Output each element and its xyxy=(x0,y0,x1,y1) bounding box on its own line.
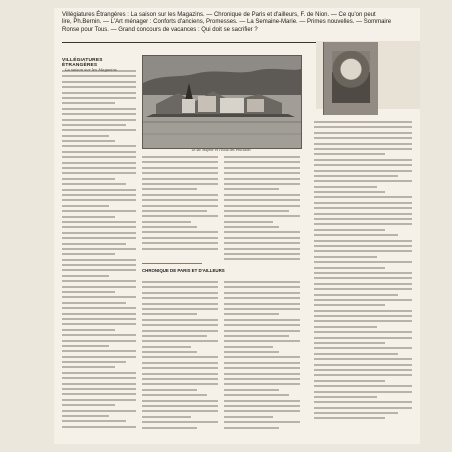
lake-photo-illustration xyxy=(143,56,301,148)
lake-photo xyxy=(142,55,302,149)
chronicle-right-text xyxy=(224,281,300,433)
right-column-text xyxy=(314,121,412,436)
article-subtitle: La saison sur les Magasins xyxy=(65,67,117,72)
table-of-contents xyxy=(62,12,412,42)
chronicle-heading: CHRONIQUE DE PARIS ET D'AILLEURS xyxy=(142,268,225,273)
portrait-illustration xyxy=(323,42,378,115)
contents-line-3: Ronse pour Tous. — Grand concours de vacances : Qui doit se sacrifier ? xyxy=(62,26,258,33)
magazine-page xyxy=(54,8,420,444)
contents-line-2: lire, Ph.Bernin. — L'Art ménager : Conforts d'anciens, Promesses. — La Semaine-Marie. — Primes nouvelles. — Sommaire xyxy=(62,19,392,26)
photo-caption: Le lac Majeur et l'Isola dei Pescatori xyxy=(191,148,251,152)
center-left-column-text xyxy=(142,156,218,251)
contents-line-1: Villégiatures Étrangères : La saison sur les Magazins. — Chronique de Paris et d'ailleurs, F. de Nion. — Ce qu'on peut xyxy=(62,12,376,18)
chronicle-left-text xyxy=(142,281,218,433)
section-divider xyxy=(142,263,202,264)
left-column-text xyxy=(62,70,136,432)
center-right-column-text xyxy=(224,156,300,266)
article-title: VILLÉGIATURES ÉTRANGÈRES xyxy=(62,58,103,68)
